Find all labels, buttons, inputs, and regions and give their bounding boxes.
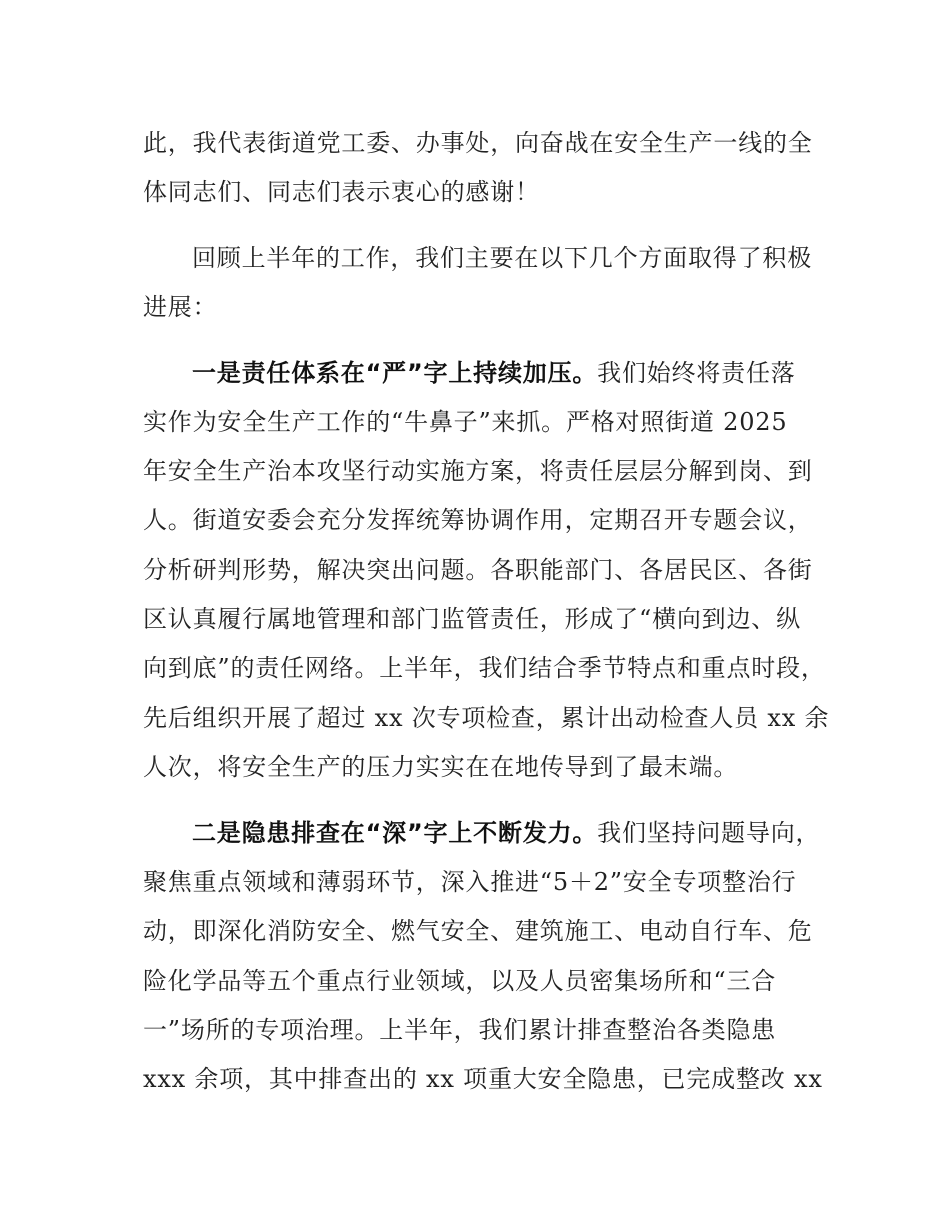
paragraph-3-line-9: 人次，将安全生产的压力实实在在地传导到了最末端。 [143,753,739,781]
paragraph-3-heading: 一是责任体系在“严”字上持续加压。 [192,359,598,387]
paragraph-3-line-7: 向到底”的责任网络。上半年，我们结合季节特点和重点时段， [143,654,826,682]
paragraph-3-line-5: 分析研判形势，解决突出问题。各职能部门、各居民区、各街 [143,556,813,584]
paragraph-4-line-1 [192,818,820,848]
paragraph-1-line-1: 此，我代表街道党工委、办事处，向奋战在安全生产一线的全 [143,129,813,157]
paragraph-3-first-line-rest: 我们始终将责任落 [597,359,796,387]
paragraph-3-line-3: 年安全生产治本攻坚行动实施方案，将责任层层分解到岗、到 [143,457,813,485]
paragraph-3-line-2: 实作为安全生产工作的“牛鼻子”来抓。严格对照街道 2025 [143,408,788,436]
paragraph-3-line-4: 人。街道安委会充分发挥统筹协调作用，定期召开专题会议， [143,506,813,534]
paragraph-4-line-4: 险化学品等五个重点行业领域，以及人员密集场所和“三合 [143,967,777,995]
paragraph-4-line-2: 聚焦重点领域和薄弱环节，深入推进“5＋2”安全专项整治行 [143,868,797,896]
paragraph-3-line-8: 先后组织开展了超过 xx 次专项检查，累计出动检查人员 xx 余 [143,704,830,732]
paragraph-3-line-1 [192,358,796,388]
paragraph-4-first-line-rest: 我们坚持问题导向， [597,819,821,847]
paragraph-2-line-2: 进展： [143,293,218,321]
paragraph-3-line-6: 区认真履行属地管理和部门监管责任，形成了“横向到边、纵 [143,605,801,633]
paragraph-4-line-5: 一”场所的专项治理。上半年，我们累计排查整治各类隐患 [143,1016,777,1044]
paragraph-4-line-6: xxx 余项，其中排查出的 xx 项重大安全隐患，已完成整改 xx [143,1065,823,1093]
paragraph-1-line-2: 体同志们、同志们表示衷心的感谢！ [143,178,540,206]
paragraph-4-heading: 二是隐患排查在“深”字上不断发力。 [192,819,598,847]
paragraph-2-line-1: 回顾上半年的工作，我们主要在以下几个方面取得了积极 [192,244,812,272]
paragraph-4-line-3: 动，即深化消防安全、燃气安全、建筑施工、电动自行车、危 [143,917,813,945]
